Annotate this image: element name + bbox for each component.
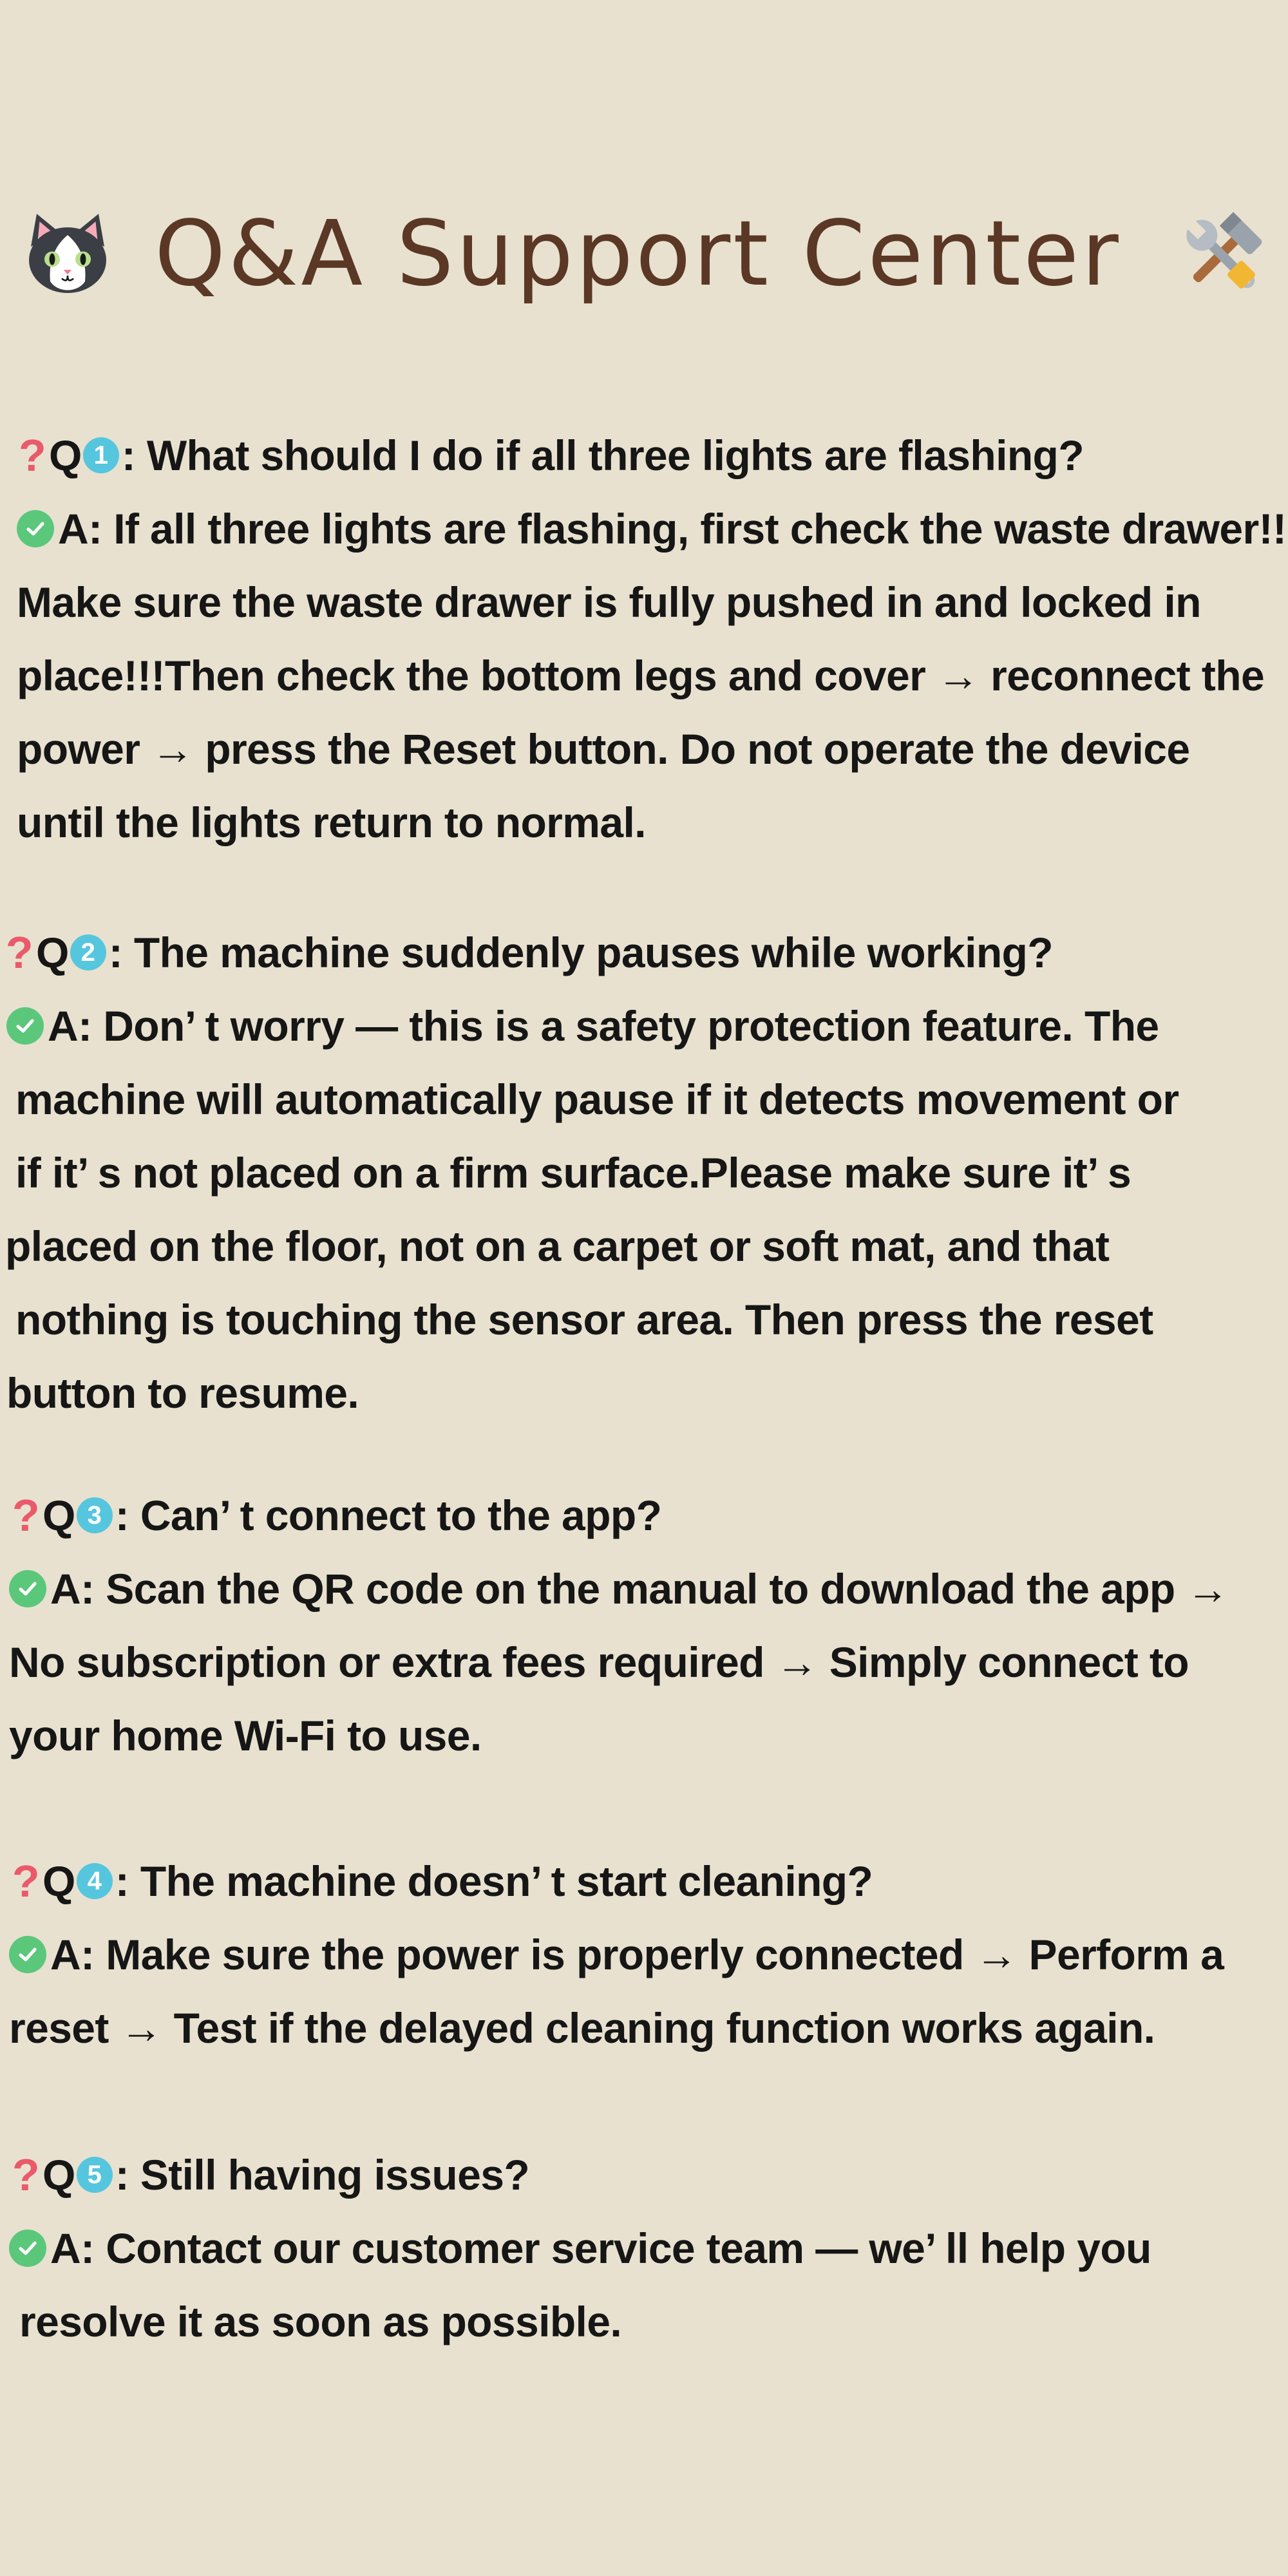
answer-1-body (0, 565, 1288, 859)
answer-line: your home Wi-Fi to use. (9, 1712, 482, 1759)
answer-line: Contact our customer service team — we’ ll help you (106, 2224, 1151, 2272)
answer-1-first (0, 492, 1288, 565)
question-mark-icon: ? (18, 430, 46, 480)
question-mark-icon: ? (12, 1490, 40, 1540)
question-prefix: Q (43, 2151, 75, 2199)
answer-line: Scan the QR code on the manual to download the app → (106, 1565, 1229, 1613)
question-text: : Can’ t connect to the app? (115, 1492, 662, 1539)
question-mark-icon: ? (12, 1856, 40, 1906)
question-text: : Still having issues? (115, 2151, 530, 2199)
answer-prefix: A: (50, 2224, 95, 2272)
question-1 (0, 419, 1288, 492)
question-text: : What should I do if all three lights are flashing? (121, 431, 1084, 479)
answer-line: Don’ t worry — this is a safety protection feature. The (103, 1002, 1159, 1050)
answer-4-body (0, 1991, 1288, 2065)
page-title: Q&A Support Center (155, 202, 1121, 307)
question-text: : The machine suddenly pauses while working? (108, 929, 1053, 976)
hammer-wrench-icon (1173, 206, 1269, 303)
question-5 (0, 2138, 1288, 2211)
answer-line: nothing is touching the sensor area. Then press the reset (15, 1296, 1153, 1343)
answer-line: until the lights return to normal. (17, 799, 646, 846)
answer-3-body (0, 1625, 1288, 1772)
answer-line: place!!!Then check the bottom legs and cover → reconnect the (17, 652, 1265, 699)
answer-line: Make sure the power is properly connected → Perform a (106, 1931, 1224, 1978)
question-prefix: Q (49, 431, 82, 479)
check-mark-icon (17, 510, 54, 547)
cat-face-icon (19, 206, 116, 303)
answer-line: Make sure the waste drawer is fully pushed in and locked in (17, 578, 1201, 626)
answer-line: reset → Test if the delayed cleaning function works again. (9, 2004, 1155, 2052)
number-badge-5: 5 (77, 2157, 113, 2193)
check-mark-icon (6, 1007, 44, 1045)
question-3 (0, 1479, 1288, 1552)
page-header (19, 193, 1275, 316)
check-mark-icon (9, 2230, 46, 2267)
question-2 (0, 916, 1288, 989)
faq-item-1 (0, 419, 1288, 859)
answer-5-body (0, 2285, 1288, 2358)
answer-line: button to resume. (6, 1369, 359, 1417)
answer-line: machine will automatically pause if it detects movement or (15, 1075, 1179, 1123)
question-4 (0, 1844, 1288, 1918)
answer-line: power → press the Reset button. Do not operate the device (17, 725, 1190, 773)
question-text: : The machine doesn’ t start cleaning? (115, 1857, 873, 1905)
answer-prefix: A: (48, 1002, 92, 1050)
faq-item-5 (0, 2138, 1288, 2358)
answer-line: placed on the floor, not on a carpet or soft mat, and that (5, 1222, 1110, 1270)
number-badge-1: 1 (83, 437, 119, 473)
answer-prefix: A: (58, 505, 102, 553)
question-prefix: Q (36, 929, 69, 976)
answer-5-first (0, 2211, 1288, 2285)
number-badge-4: 4 (77, 1863, 113, 1899)
check-mark-icon (9, 1570, 46, 1607)
faq-item-3 (0, 1479, 1288, 1772)
answer-4-first (0, 1918, 1288, 1991)
answer-2-body (0, 1063, 1288, 1430)
number-badge-2: 2 (70, 934, 106, 971)
question-mark-icon: ? (12, 2150, 40, 2200)
question-prefix: Q (43, 1857, 75, 1905)
answer-prefix: A: (50, 1931, 95, 1978)
answer-2-first (0, 989, 1288, 1063)
answer-line: resolve it as soon as possible. (19, 2298, 622, 2345)
answer-line: If all three lights are flashing, first check the waste drawer!! (113, 505, 1287, 553)
faq-item-2 (0, 916, 1288, 1430)
answer-line: No subscription or extra fees required → Simply connect to (9, 1638, 1189, 1686)
faq-item-4 (0, 1844, 1288, 2065)
number-badge-3: 3 (77, 1497, 113, 1533)
answer-prefix: A: (50, 1565, 95, 1613)
answer-3-first (0, 1552, 1288, 1625)
check-mark-icon (9, 1936, 46, 1973)
answer-line: if it’ s not placed on a firm surface.Please make sure it’ s (15, 1149, 1132, 1197)
question-mark-icon: ? (5, 927, 33, 978)
question-prefix: Q (43, 1492, 75, 1539)
